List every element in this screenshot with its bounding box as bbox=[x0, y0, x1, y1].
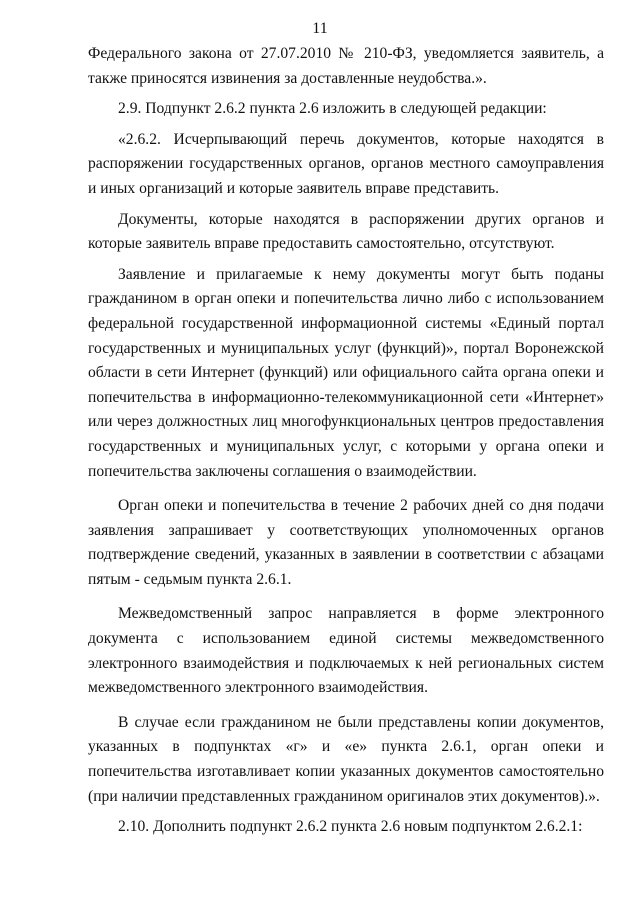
document-body bbox=[88, 42, 604, 840]
paragraph-documents-absent: Документы, которые находятся в распоряжении других органов и которые заявитель вправе предоставить самостоятельно, отсутствуют. bbox=[88, 210, 604, 253]
page-number: 11 bbox=[312, 20, 328, 37]
paragraph-guardianship-request: Орган опеки и попечительства в течение 2 рабочих дней со дня подачи заявления запрашивает у соответствующих уполномоченных органов подтверждение сведений, указанных в заявлении в соответствии с абзацами пятым - седьмым пункта 2.6.1. bbox=[88, 497, 604, 588]
paragraph-amendment-2-10: 2.10. Дополнить подпункт 2.6.2 пункта 2.6 новым подпунктом 2.6.2.1: bbox=[118, 818, 583, 836]
paragraph-continuation: Федерального закона от 27.07.2010 № 210-ФЗ, уведомляется заявитель, а также приносятся извинения за доставленные неудобства.». bbox=[88, 45, 604, 87]
paragraph-2-6-2-heading: «2.6.2. Исчерпывающий перечь документов, которые находятся в распоряжении государственных органов, органов местного самоуправления и иных организаций и которые заявитель вправе представить. bbox=[88, 130, 604, 197]
paragraph-amendment-2-9: 2.9. Подпункт 2.6.2 пункта 2.6 изложить в следующей редакции: bbox=[118, 100, 547, 118]
paragraph-application-submission: Заявление и прилагаемые к нему документы могут быть поданы гражданином в орган опеки и попечительства лично либо с использованием федеральной государственной информационной системы «Единый портал государственных и муниципальных услуг (функций)», портал Воронежской области в сети Интернет (функций) или официального сайта органа опеки и попечительства в информационно-телекоммуникационной сети «Интернет» или через должностных лиц многофункциональных центров предоставления государственных и муниципальных услуг, с которыми у органа опеки и попечительства заключены соглашения о взаимодействии. bbox=[88, 265, 604, 480]
paragraph-document-copies: В случае если гражданином не были представлены копии документов, указанных в подпунктах «г» и «е» пункта 2.6.1, орган опеки и попечительства изготавливает копии указанных документов самостоятельно (при наличии представленных гражданином оригиналов этих документов).». bbox=[88, 713, 604, 805]
paragraph-interagency-request: Межведомственный запрос направляется в форме электронного документа с использованием единой системы межведомственного электронного взаимодействия и подключаемых к ней региональных систем межведомственного электронного взаимодействия. bbox=[88, 605, 604, 697]
